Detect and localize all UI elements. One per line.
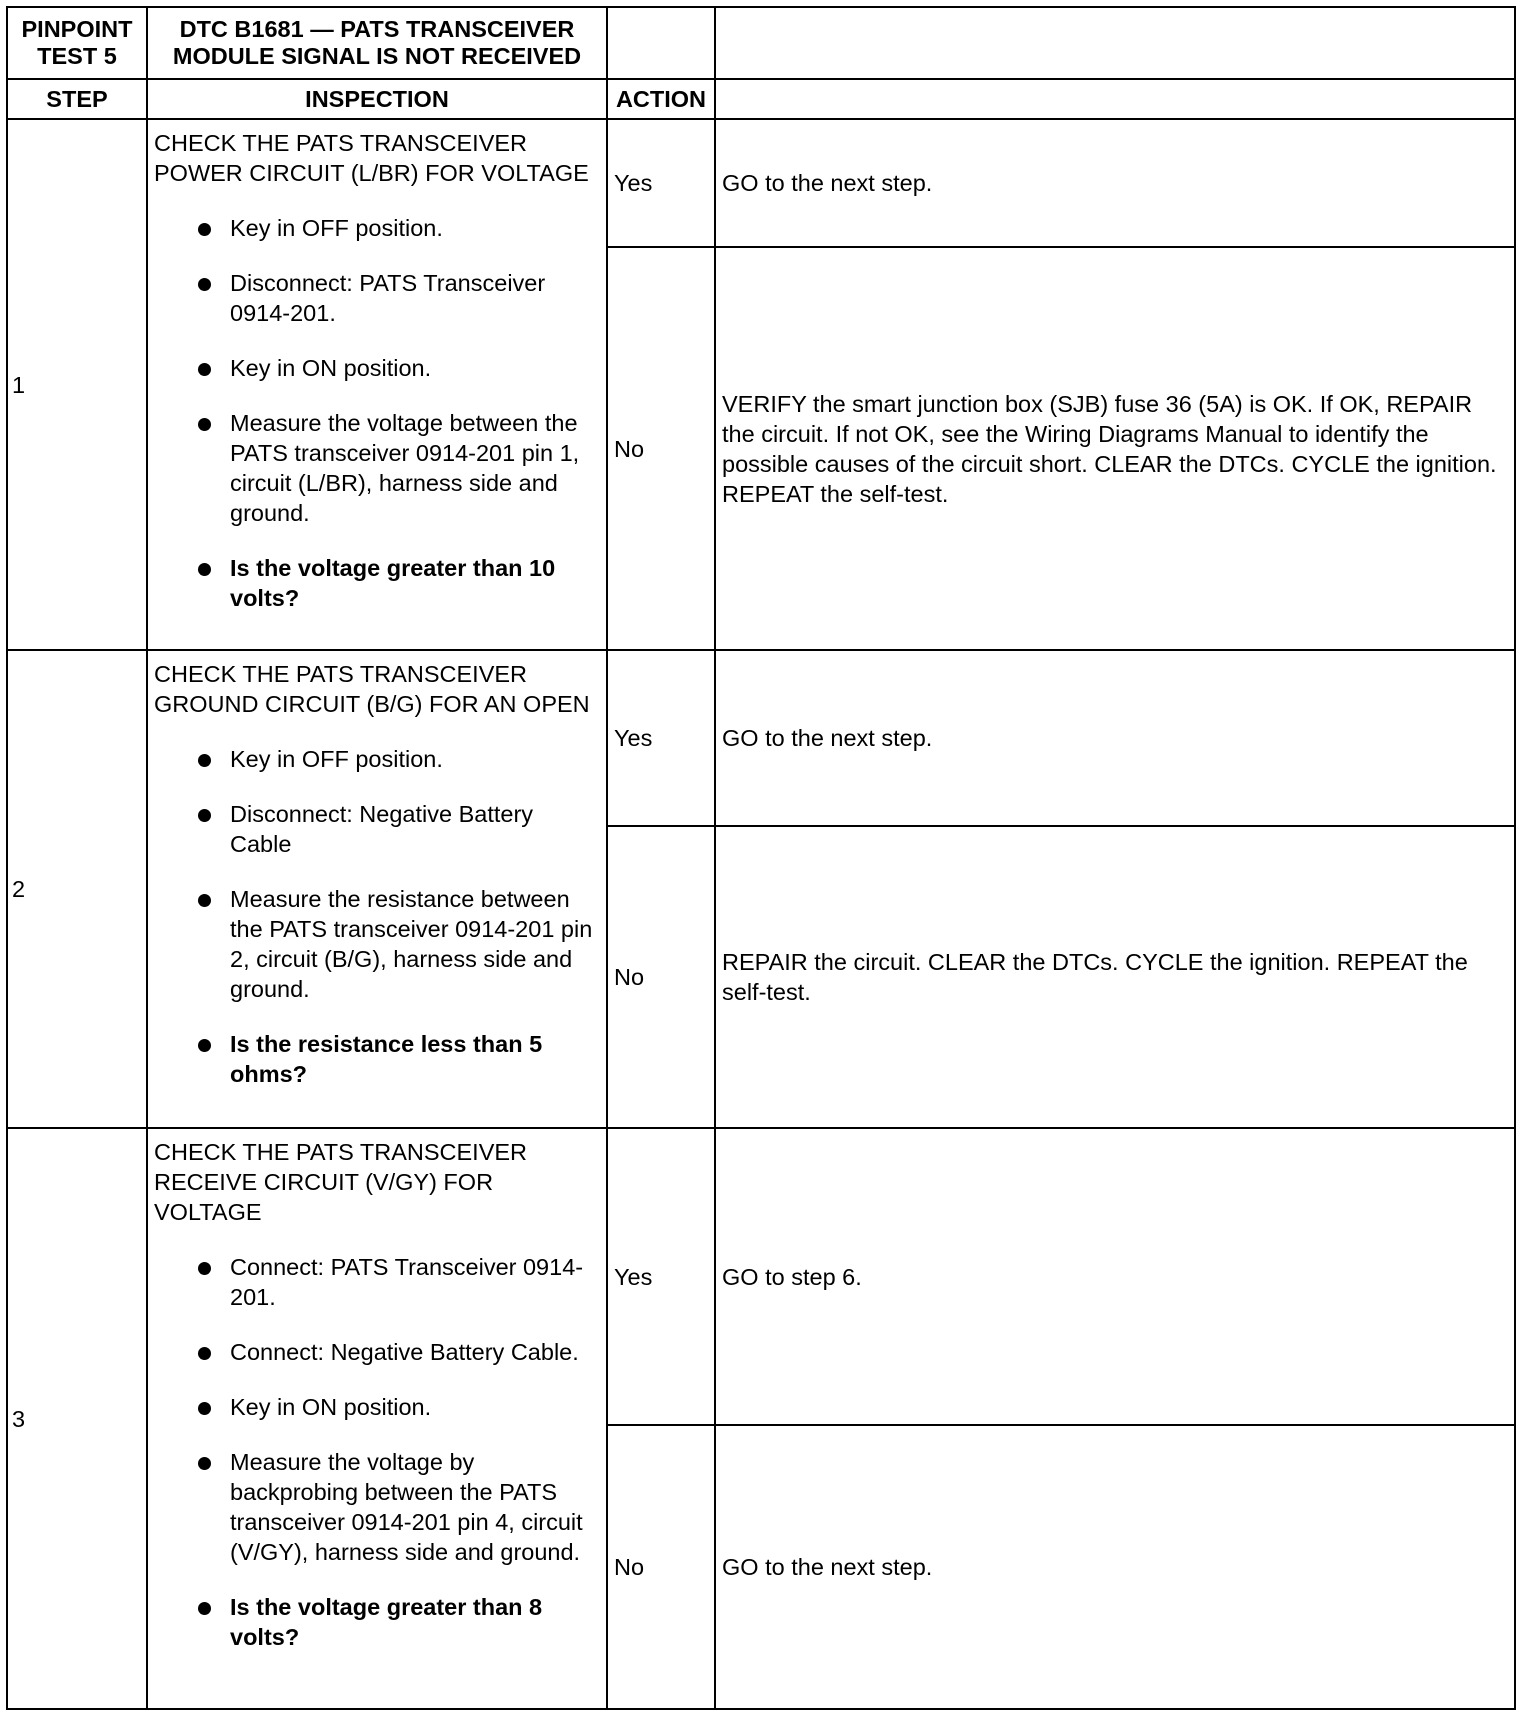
column-header-action: ACTION <box>607 79 715 119</box>
action-no: REPAIR the circuit. CLEAR the DTCs. CYCLE the ignition. REPEAT the self-test. <box>715 826 1515 1128</box>
inspection-item-text: Key in ON position. <box>230 1394 432 1420</box>
column-header-inspection: INSPECTION <box>147 79 607 119</box>
inspection-item-text: Key in OFF position. <box>230 215 443 241</box>
inspection-list <box>154 1252 600 1652</box>
inspection-list <box>154 213 600 613</box>
bullet-icon <box>198 1039 211 1052</box>
inspection-list <box>154 744 600 1089</box>
inspection-item-text: Measure the resistance between the PATS transceiver 0914-201 pin 2, circuit (B/G), harness side and ground. <box>230 886 593 1002</box>
answer-no: No <box>607 247 715 650</box>
step-number: 1 <box>7 119 147 650</box>
answer-yes: Yes <box>607 119 715 247</box>
bullet-icon <box>198 1347 211 1360</box>
column-header-blank <box>715 79 1515 119</box>
inspection-item-text: Connect: Negative Battery Cable. <box>230 1339 579 1365</box>
inspection-item <box>154 213 600 243</box>
bullet-icon <box>198 363 211 376</box>
bullet-icon <box>198 418 211 431</box>
inspection-item <box>154 1337 600 1367</box>
inspection-item <box>154 1447 600 1567</box>
answer-yes: Yes <box>607 650 715 826</box>
bullet-icon <box>198 894 211 907</box>
pinpoint-test-table <box>6 6 1516 1710</box>
inspection-item-text: Measure the voltage by backprobing between the PATS transceiver 0914-201 pin 4, circuit (V/GY), harness side and ground. <box>230 1449 583 1565</box>
inspection-question-text: Is the voltage greater than 8 volts? <box>230 1594 543 1650</box>
pinpoint-line1: PINPOINT <box>21 16 133 42</box>
inspection-question-text: Is the resistance less than 5 ohms? <box>230 1031 543 1087</box>
header-blank-cell <box>715 7 1515 79</box>
dtc-title-line2: MODULE SIGNAL IS NOT RECEIVED <box>172 43 582 69</box>
dtc-title-line1: DTC B1681 — PATS TRANSCEIVER <box>179 16 575 42</box>
action-yes: GO to step 6. <box>715 1128 1515 1425</box>
step-number: 2 <box>7 650 147 1128</box>
column-header-row <box>7 79 1515 119</box>
pinpoint-line2: TEST 5 <box>37 43 117 69</box>
title-row <box>7 7 1515 79</box>
action-yes: GO to the next step. <box>715 119 1515 247</box>
inspection-cell <box>147 119 607 650</box>
inspection-item <box>154 353 600 383</box>
bullet-icon <box>198 278 211 291</box>
action-no: VERIFY the smart junction box (SJB) fuse 36 (5A) is OK. If OK, REPAIR the circuit. If not OK, see the Wiring Diagrams Manual to identify the possible causes of the circuit short. CLEAR the DTCs. CYCLE the ignition. REPEAT the self-test. <box>715 247 1515 650</box>
inspection-item <box>154 1392 600 1422</box>
dtc-title <box>147 7 607 79</box>
inspection-item <box>154 408 600 528</box>
bullet-icon <box>198 754 211 767</box>
answer-no: No <box>607 1425 715 1709</box>
inspection-question <box>154 553 600 613</box>
inspection-item <box>154 268 600 328</box>
bullet-icon <box>198 563 211 576</box>
inspection-title: CHECK THE PATS TRANSCEIVER POWER CIRCUIT (L/BR) FOR VOLTAGE <box>154 130 589 186</box>
answer-no: No <box>607 826 715 1128</box>
inspection-item-text: Disconnect: Negative Battery Cable <box>230 801 534 857</box>
bullet-icon <box>198 1262 211 1275</box>
inspection-item-text: Measure the voltage between the PATS transceiver 0914-201 pin 1, circuit (L/BR), harness side and ground. <box>230 410 580 526</box>
bullet-icon <box>198 223 211 236</box>
inspection-item-text: Key in OFF position. <box>230 746 443 772</box>
inspection-question <box>154 1592 600 1652</box>
inspection-item-text: Key in ON position. <box>230 355 432 381</box>
inspection-item <box>154 884 600 1004</box>
inspection-item <box>154 744 600 774</box>
header-blank-cell <box>607 7 715 79</box>
bullet-icon <box>198 1457 211 1470</box>
inspection-item-text: Disconnect: PATS Transceiver 0914-201. <box>230 270 546 326</box>
step-number: 3 <box>7 1128 147 1709</box>
step-row-2-yes <box>7 650 1515 826</box>
inspection-cell <box>147 650 607 1128</box>
bullet-icon <box>198 1402 211 1415</box>
inspection-item <box>154 799 600 859</box>
bullet-icon <box>198 1602 211 1615</box>
inspection-cell <box>147 1128 607 1709</box>
inspection-question-text: Is the voltage greater than 10 volts? <box>230 555 556 611</box>
answer-yes: Yes <box>607 1128 715 1425</box>
step-row-1-yes <box>7 119 1515 247</box>
step-row-3-yes <box>7 1128 1515 1425</box>
inspection-question <box>154 1029 600 1089</box>
inspection-item <box>154 1252 600 1312</box>
action-no: GO to the next step. <box>715 1425 1515 1709</box>
pinpoint-test-label <box>7 7 147 79</box>
inspection-item-text: Connect: PATS Transceiver 0914-201. <box>230 1254 584 1310</box>
inspection-title: CHECK THE PATS TRANSCEIVER RECEIVE CIRCUIT (V/GY) FOR VOLTAGE <box>154 1139 528 1225</box>
column-header-step: STEP <box>7 79 147 119</box>
inspection-title: CHECK THE PATS TRANSCEIVER GROUND CIRCUIT (B/G) FOR AN OPEN <box>154 661 590 717</box>
bullet-icon <box>198 809 211 822</box>
action-yes: GO to the next step. <box>715 650 1515 826</box>
